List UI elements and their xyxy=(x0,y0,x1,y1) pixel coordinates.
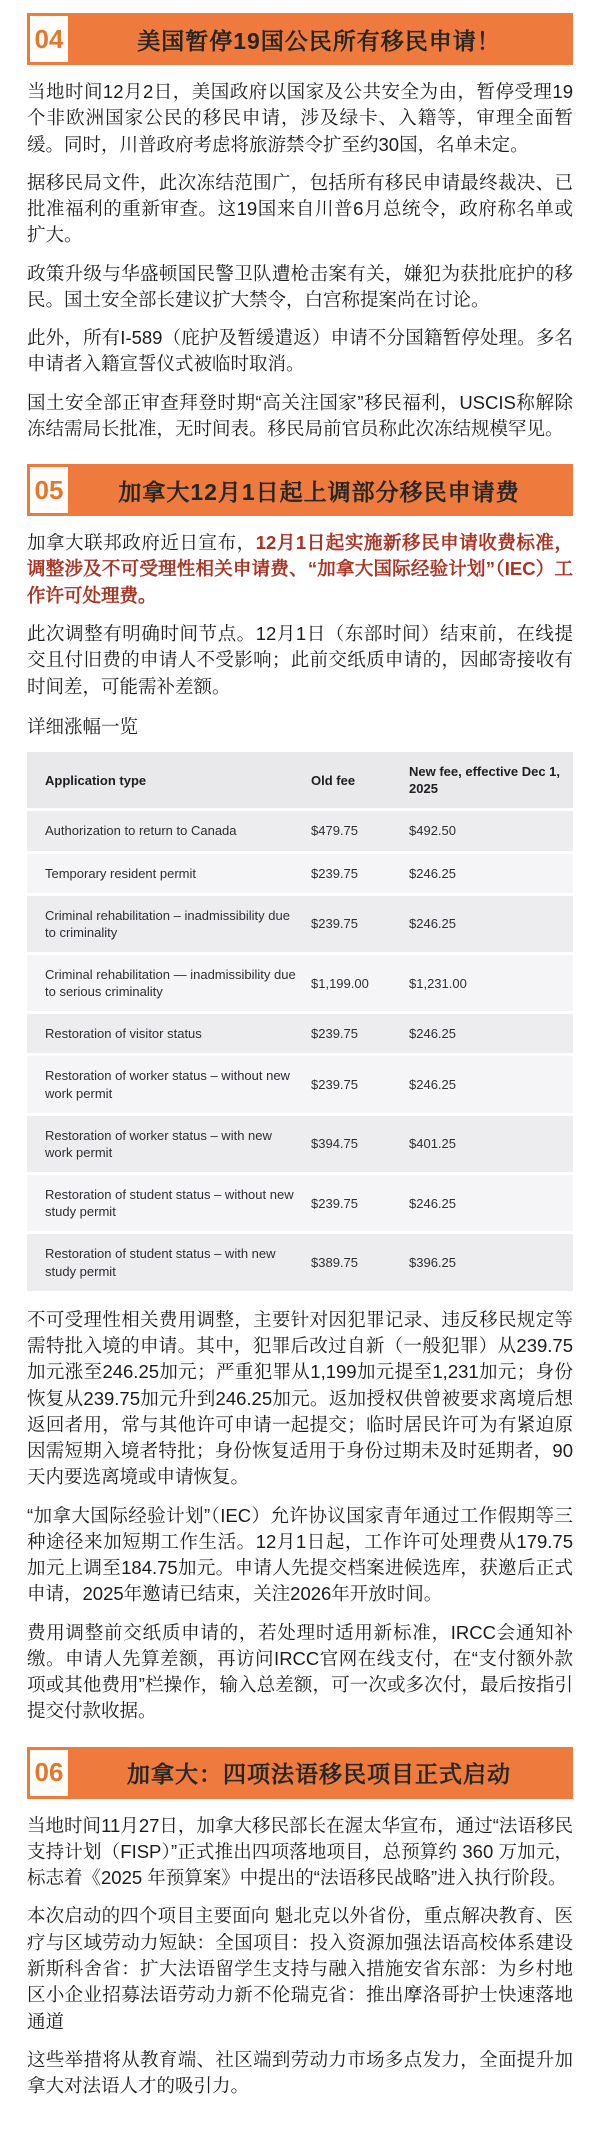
fee-table-row xyxy=(27,1116,573,1172)
application-type-cell: Restoration of worker status – without new work permit xyxy=(45,1068,290,1101)
paragraph: 国土安全部正审查拜登时期“高关注国家”移民福利，USCIS称解除冻结需局长批准，无时间表。移民局前官员称此次冻结规模罕见。 xyxy=(27,391,573,439)
paragraph: 据移民局文件，此次冻结范围广，包括所有移民申请最终裁决、已批准福利的重新审查。这19国来自川普6月总统令，政府称名单或扩大。 xyxy=(27,171,573,246)
section-05-header xyxy=(27,464,573,516)
section-05-title: 加拿大12月1日起上调部分移民申请费 xyxy=(118,478,520,505)
old-fee-cell: $1,199.00 xyxy=(311,975,369,991)
application-type-cell: Authorization to return to Canada xyxy=(45,823,237,839)
old-fee-cell: $479.75 xyxy=(311,823,358,839)
new-fee-cell: $401.25 xyxy=(409,1136,456,1152)
new-fee-cell: $246.25 xyxy=(409,1195,456,1211)
col-header-application-type: Application type xyxy=(45,772,147,788)
fee-table-row xyxy=(27,1056,573,1112)
lead-red-highlight: 12月1日起实施新移民申请收费标准，调整涉及不可受理性相关申请费、“加拿大国际经验计划”（IEC）工作许可处理费。 xyxy=(27,532,573,606)
old-fee-cell: $239.75 xyxy=(311,916,358,932)
fee-table-header-row xyxy=(27,752,573,808)
fee-table-row xyxy=(27,1234,573,1290)
section-06-title: 加拿大：四项法语移民项目正式启动 xyxy=(127,1761,511,1788)
new-fee-cell: $396.25 xyxy=(409,1254,456,1270)
application-type-cell: Temporary resident permit xyxy=(45,865,196,881)
paragraph: 当地时间11月27日，加拿大移民部长在渥太华宣布，通过“法语移民支持计划（FISP）”正式推出四项落地项目，总预算约 360 万加元，标志着《2025 年预算案》中提出的“法语移民战略”进入执行阶段。 xyxy=(27,1814,573,1889)
paragraph: 此次调整有明确时间节点。12月1日（东部时间）结束前，在线提交且付旧费的申请人不受影响；此前交纸质申请的，因邮寄接收有时间差，可能需补差额。 xyxy=(27,622,573,697)
application-type-cell: Restoration of visitor status xyxy=(45,1026,202,1042)
old-fee-cell: $239.75 xyxy=(311,1026,358,1042)
old-fee-cell: $239.75 xyxy=(311,865,358,881)
paragraph: 本次启动的四个项目主要面向 魁北克以外省份，重点解决教育、医疗与区域劳动力短缺：全国项目：投入资源加强法语高校体系建设新斯科舍省：扩大法语留学生支持与融入措施安省东部：为乡村地区小企业招募法语劳动力新不伦瑞克省：推出摩洛哥护士快速落地通道 xyxy=(27,1905,573,2032)
new-fee-cell: $246.25 xyxy=(409,916,456,932)
section-05-number: 05 xyxy=(30,467,68,513)
lead-paragraph xyxy=(27,530,573,609)
paragraph: 此外，所有I-589（庇护及暂缓遣返）申请不分国籍暂停处理。多名申请者入籍宣誓仪式被临时取消。 xyxy=(27,327,573,375)
application-type-cell: Criminal rehabilitation — inadmissibility due to serious criminality xyxy=(45,966,296,1000)
fee-table-row xyxy=(27,1014,573,1053)
section-04-number: 04 xyxy=(30,16,68,62)
new-fee-cell: $246.25 xyxy=(409,1077,456,1093)
paragraph: 费用调整前交纸质申请的，若处理时适用新标准，IRCC会通知补缴。申请人先算差额，再访问IRCC官网在线支付，在“支付额外款项或其他费用”栏操作，输入总差额，可一次或多次付，最后按指引提交付款收据。 xyxy=(27,1621,573,1722)
fee-table-row xyxy=(27,955,573,1011)
paragraph: 政策升级与华盛顿国民警卫队遭枪击案有关，嫌犯为获批庇护的移民。国土安全部长建议扩大禁令，白宫称提案尚在讨论。 xyxy=(27,262,573,310)
fee-table-label: 详细涨幅一览 xyxy=(27,715,139,737)
paragraph: 当地时间12月2日，美国政府以国家及公共安全为由，暂停受理19个非欧洲国家公民的移民申请，涉及绿卡、入籍等，审理全面暂缓。同时，川普政府考虑将旅游禁令扩至约30国，名单未定。 xyxy=(27,81,573,155)
application-type-cell: Restoration of student status – with new study permit xyxy=(45,1246,276,1279)
application-type-cell: Restoration of student status – without new study permit xyxy=(45,1187,294,1220)
section-04-header xyxy=(27,13,573,65)
fee-table-row xyxy=(27,896,573,952)
paragraph: “加拿大国际经验计划”（IEC）允许协议国家青年通过工作假期等三种途径来加短期工作生活。12月1日起，工作许可处理费从179.75加元上调至184.75加元。申请人先提交档案进候选库，获邀后正式申请，2025年邀请已结束，关注2026年开放时间。 xyxy=(27,1504,573,1605)
old-fee-cell: $239.75 xyxy=(311,1077,358,1093)
paragraph: 这些举措将从教育端、社区端到劳动力市场多点发力，全面提升加拿大对法语人才的吸引力。 xyxy=(27,2048,573,2097)
section-05 xyxy=(27,464,573,1725)
section-06-number: 06 xyxy=(30,1750,68,1796)
fee-table xyxy=(27,752,573,1291)
fee-table-row xyxy=(27,811,573,850)
paragraph: 不可受理性相关费用调整，主要针对因犯罪记录、违反移民规定等需特批入境的申请。其中，犯罪后改过自新（一般犯罪）从239.75加元涨至246.25加元；严重犯罪从1,199加元提至1,231加元；身份恢复从239.75加元升到246.25加元。返加授权供曾被要求离境后想返回者用，常与其他许可申请一起提交；临时居民许可为有紧迫原因需短期入境者特批；身份恢复适用于身份过期未及时延期者，90天内要选离境或申请恢复。 xyxy=(27,1308,573,1488)
fee-table-row xyxy=(27,854,573,893)
new-fee-cell: $246.25 xyxy=(409,865,456,881)
section-06 xyxy=(27,1747,573,2100)
new-fee-cell: $492.50 xyxy=(409,823,456,839)
old-fee-cell: $394.75 xyxy=(311,1136,358,1152)
application-type-cell: Restoration of worker status – with new work permit xyxy=(45,1127,272,1160)
new-fee-cell: $246.25 xyxy=(409,1026,456,1042)
old-fee-cell: $389.75 xyxy=(311,1254,358,1270)
col-header-new-fee: New fee, effective Dec 1, 2025 xyxy=(409,764,561,797)
new-fee-cell: $1,231.00 xyxy=(409,975,467,991)
section-04-title: 美国暂停19国公民所有移民申请！ xyxy=(137,27,501,54)
col-header-old-fee: Old fee xyxy=(311,772,356,788)
application-type-cell: Criminal rehabilitation – inadmissibility due to criminality xyxy=(45,907,290,940)
fee-table-row xyxy=(27,1175,573,1231)
lead-black: 加拿大联邦政府近日宣布， xyxy=(27,532,256,554)
old-fee-cell: $239.75 xyxy=(311,1195,358,1211)
section-06-header xyxy=(27,1747,573,1799)
section-04 xyxy=(27,13,573,442)
